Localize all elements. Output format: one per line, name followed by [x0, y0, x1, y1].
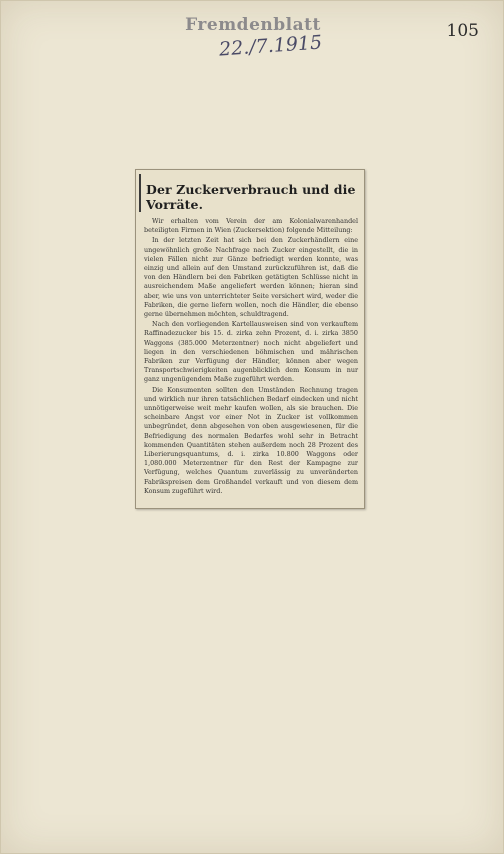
- article-headline: Der Zuckerverbrauch und die Vorräte.: [146, 182, 356, 212]
- article-paragraph: Nach den vorliegenden Kartellausweisen sind von verkauftem Raffinadezucker bis 15. d. zirka zehn Prozent, d. i. zirka 3850 Waggons (385.000 Meterzentner) noch nicht abgeliefert und liegen in den verschiedenen böhmischen und mährischen Fabriken zur Verfügung der Händler, können aber wegen Transportschwierigkeiten augenblicklich dem Konsum in nur ganz ungenügendem Maße zugeführt werden.: [144, 320, 358, 384]
- handwritten-date: 22./7.1915: [218, 31, 323, 61]
- article-paragraph: In der letzten Zeit hat sich bei den Zuckerhändlern eine ungewöhnlich große Nachfrage nach Zucker eingestellt, die in vielen Fällen nicht zur Gänze befriedigt werden konnte, was einzig und allein auf den Umstand zurückzuführen ist, daß die von den Händlern bei den Fabriken getätigten Schlüsse nicht in ausreichendem Maße angeliefert werden können; hieran sind aber, wie uns von unterrichteter Seite versichert wird, weder die Fabriken, die gerne liefern wollen, noch die Händler, die ebenso gerne übernehmen möchten, schuldtragend.: [144, 236, 358, 319]
- page-number: 105: [446, 21, 479, 41]
- newspaper-clipping: [135, 169, 365, 509]
- article-paragraph: Wir erhalten vom Verein der am Kolonialwarenhandel beteiligten Firmen in Wien (Zuckersektion) folgende Mitteilung:: [144, 217, 358, 235]
- article-paragraph: Die Konsumenten sollten den Umständen Rechnung tragen und wirklich nur ihren tatsächlichen Bedarf eindecken und nicht unnötigerweise weit mehr kaufen wollen, als sie brauchen. Die scheinbare Angst vor einer Not in Zucker ist vollkommen unbegründet, denn abgesehen von oben ausgewiesenen, für die Befriedigung des normalen Bedarfes wohl sehr in Betracht kommenden Quantitäten stehen außerdem noch 28 Prozent des Liberierungsquantums, d. i. zirka 10.800 Waggons oder 1,080.000 Meterzentner für den Rest der Kampagne zur Verfügung, welches Quantum zuverlässig zu unveränderten Fabrikspreisen dem Großhandel verkauft und von diesem dem Konsum zugeführt wird.: [144, 385, 358, 495]
- clipping-margin-bar: [139, 174, 141, 212]
- newspaper-masthead: Fremdenblatt: [185, 15, 321, 35]
